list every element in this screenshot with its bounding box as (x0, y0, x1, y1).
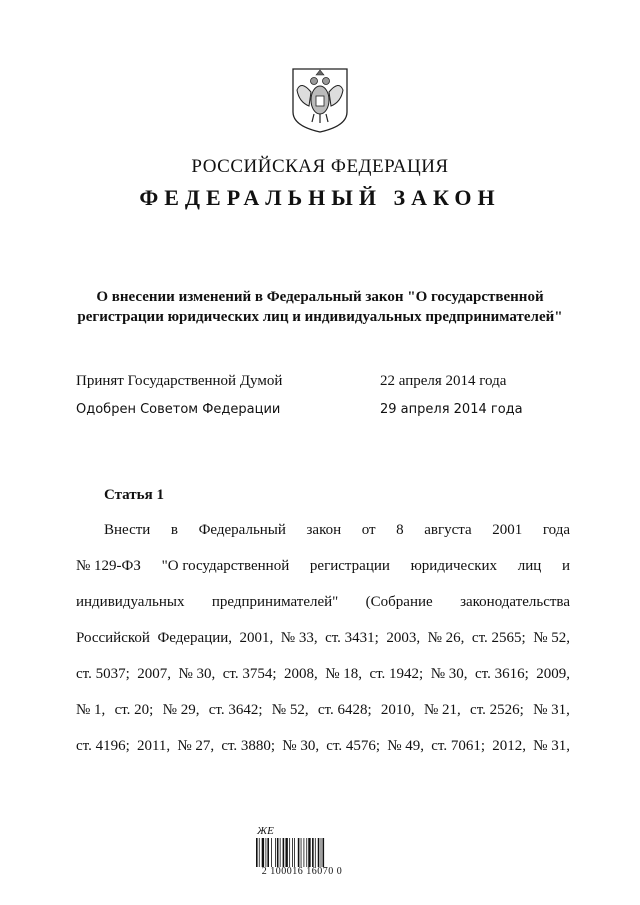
article-word: ст. 5037; (76, 666, 130, 682)
article-word: и (561, 558, 570, 574)
article-word: 2008, (283, 666, 318, 682)
article-word: 2011, (136, 738, 171, 754)
article-body (76, 512, 570, 764)
article-word: 2012, (492, 738, 526, 754)
article-word: юридических (410, 558, 498, 574)
article-word: № 21, (423, 702, 461, 718)
article-word: № 52, (271, 702, 309, 718)
article-word: № 27, (177, 738, 215, 754)
article-word: № 30, (178, 666, 216, 682)
law-title-line: регистрации юридических лиц и индивидуальных предпринимателей" (77, 309, 563, 325)
article-word: 8 (396, 522, 404, 538)
article-line (76, 620, 570, 656)
article-word: 2010, (380, 702, 415, 718)
article-word: Российской (76, 630, 150, 646)
council-label: Одобрен Советом Федерации (76, 402, 281, 417)
article-word: "О государственной (161, 558, 290, 574)
article-word: № 31, (533, 738, 570, 754)
article-word: ст. 2565; (471, 630, 526, 646)
article-word: индивидуальных (76, 594, 185, 610)
article-line (76, 548, 570, 584)
article-word: от (361, 522, 376, 538)
article-word: ст. 3642; (208, 702, 263, 718)
article-line (76, 512, 570, 548)
article-word: № 31, (533, 702, 570, 718)
article-word: № 30, (430, 666, 468, 682)
barcode (255, 838, 347, 867)
article-word: законодательства (460, 594, 570, 610)
article-word: № 49, (387, 738, 425, 754)
duma-label: Принят Государственной Думой (76, 373, 283, 389)
article-heading: Статья 1 (104, 487, 164, 503)
article-word: № 26, (427, 630, 465, 646)
article-line (76, 692, 570, 728)
article-word: ст. 1942; (369, 666, 424, 682)
article-word: ст. 4196; (76, 738, 130, 754)
article-word: № 29, (162, 702, 200, 718)
article-word: № 129-ФЗ (76, 558, 141, 574)
article-word: года (542, 522, 570, 538)
article-word: 2007, (137, 666, 171, 682)
article-word: Федеральный (198, 522, 286, 538)
article-word: 2009, (536, 666, 570, 682)
article-line (76, 584, 570, 620)
article-word: августа (424, 522, 472, 538)
article-word: 2003, (386, 630, 421, 646)
article-word: № 1, (76, 702, 106, 718)
article-word: ст. 4576; (326, 738, 381, 754)
article-word: № 18, (325, 666, 362, 682)
article-word: № 33, (280, 630, 318, 646)
article-word: ст. 3431; (325, 630, 379, 646)
article-word: 2001 (492, 522, 523, 538)
article-word: ст. 3616; (474, 666, 529, 682)
article-word: 2001, (239, 630, 274, 646)
handwritten-mark: ЖE (257, 825, 274, 837)
article-word: ст. 20; (114, 702, 154, 718)
article-line (76, 728, 570, 764)
article-word: Федерации, (157, 630, 233, 646)
article-word: ст. 3880; (221, 738, 276, 754)
article-word: ст. 3754; (222, 666, 277, 682)
article-word: (Собрание (365, 594, 433, 610)
article-word: регистрации (309, 558, 390, 574)
article-word: в (170, 522, 178, 538)
law-title (70, 287, 570, 327)
article-word: ст. 2526; (470, 702, 524, 718)
country-name: РОССИЙСКАЯ ФЕДЕРАЦИЯ (191, 156, 449, 177)
article-line (76, 656, 570, 692)
coat-of-arms-icon (289, 66, 351, 134)
law-title-line: О внесении изменений в Федеральный закон "О государственной (96, 289, 544, 305)
article-word: № 52, (533, 630, 570, 646)
article-word: Внести (104, 522, 151, 538)
article-word: закон (306, 522, 342, 538)
article-word: ст. 7061; (431, 738, 486, 754)
document-type: ФЕДЕРАЛЬНЫЙ ЗАКОН (139, 185, 501, 210)
barcode-number: 2 100016 16070 0 (261, 866, 343, 877)
article-word: ст. 6428; (317, 702, 372, 718)
article-word: № 30, (282, 738, 320, 754)
article-word: предпринимателей" (211, 594, 339, 610)
council-date: 29 апреля 2014 года (380, 402, 523, 417)
article-word: лиц (517, 558, 542, 574)
duma-date: 22 апреля 2014 года (380, 373, 507, 389)
